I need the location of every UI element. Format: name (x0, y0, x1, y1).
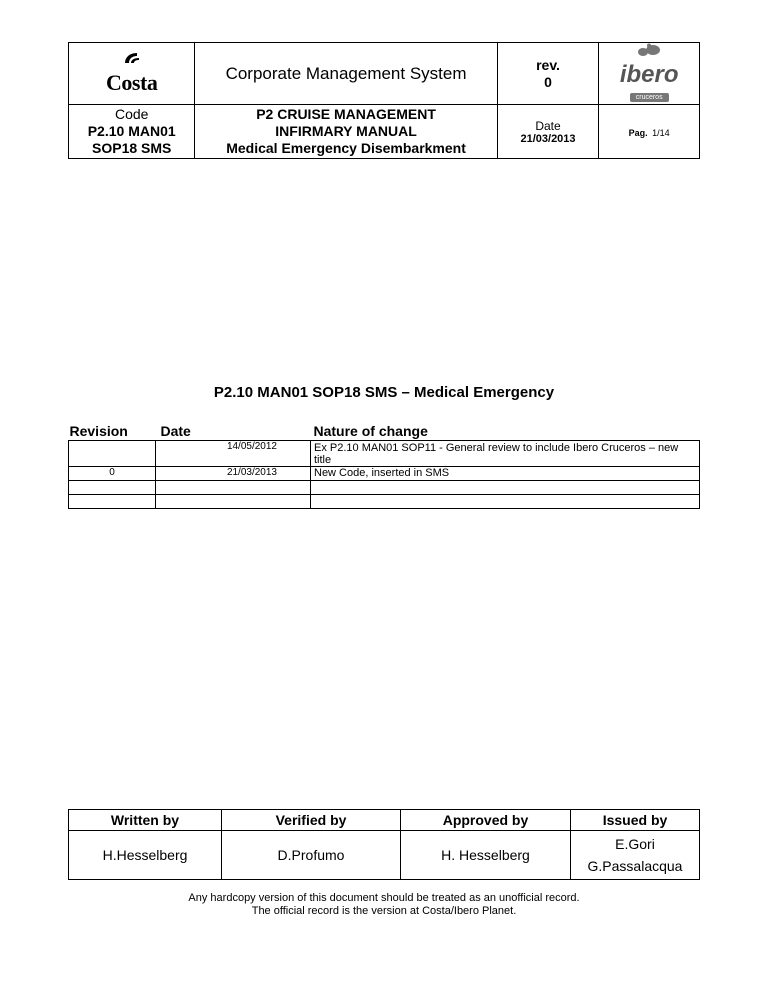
rev-value: 0 (544, 73, 552, 90)
ibero-leaf-icon (634, 43, 664, 59)
document-title: P2.10 MAN01 SOP18 SMS – Medical Emergency (213, 384, 555, 401)
nature-header: Nature of change (311, 419, 700, 441)
date-header: Date (156, 419, 311, 441)
footer-line-1: Any hardcopy version of this document should be treated as an unofficial record. (188, 892, 580, 904)
rev-label: rev. (536, 56, 560, 73)
document-header (68, 42, 700, 159)
nature-cell (311, 481, 700, 495)
date-cell (497, 105, 599, 159)
date-cell: 14/05/2012 (156, 441, 311, 467)
date-cell (156, 495, 311, 509)
date-value: 21/03/2013 (520, 132, 576, 145)
revision-header: Revision (69, 419, 156, 441)
table-row (69, 481, 700, 495)
ibero-logo-subtext: cruceros (630, 93, 669, 102)
revision-header-row (69, 419, 700, 441)
table-row (69, 467, 700, 481)
date-cell (156, 481, 311, 495)
nature-cell: New Code, inserted in SMS (311, 467, 700, 481)
costa-logo-cell (69, 43, 195, 105)
table-row (69, 441, 700, 467)
section-line1: P2 CRUISE MANAGEMENT (256, 106, 436, 122)
issued-by-value (571, 831, 700, 880)
code-line1: P2.10 MAN01 (87, 123, 176, 139)
revision-cell (497, 43, 599, 105)
page-cell (599, 105, 700, 159)
ibero-logo-cell (599, 43, 700, 105)
footer-line-2: The official record is the version at Costa/Ibero Planet. (251, 905, 517, 917)
date-cell: 21/03/2013 (156, 467, 311, 481)
revision-cell (69, 481, 156, 495)
costa-logo-text: Costa (106, 70, 158, 95)
system-title: Corporate Management System (195, 43, 497, 105)
ibero-logo (620, 43, 679, 103)
revision-cell: 0 (69, 467, 156, 481)
page-label: Pag. (628, 127, 648, 138)
nature-cell (311, 495, 700, 509)
ibero-logo-text: ibero (619, 61, 679, 88)
costa-logo (106, 51, 157, 96)
signoff-values-row (69, 831, 700, 880)
section-line3: Medical Emergency Disembarkment (226, 140, 466, 156)
footer-note (0, 892, 768, 918)
issued-by-name-1: E.Gori (615, 836, 655, 852)
code-line2: SOP18 SMS (92, 140, 172, 156)
revision-cell (69, 441, 156, 467)
written-by-value: H.Hesselberg (69, 831, 222, 880)
table-row (69, 495, 700, 509)
signoff-table (68, 809, 700, 880)
section-line2: INFIRMARY MANUAL (275, 123, 417, 139)
page-value: 1/14 (652, 127, 670, 138)
issued-by-name-2: G.Passalacqua (587, 858, 683, 874)
revision-table (68, 419, 700, 509)
verified-by-header: Verified by (222, 810, 401, 831)
approved-by-value: H. Hesselberg (401, 831, 571, 880)
signoff-header-row (69, 810, 700, 831)
issued-by-header: Issued by (571, 810, 700, 831)
written-by-header: Written by (69, 810, 222, 831)
revision-cell (69, 495, 156, 509)
approved-by-header: Approved by (401, 810, 571, 831)
code-label: Code (114, 106, 149, 122)
date-label: Date (535, 118, 561, 133)
section-cell (195, 105, 497, 159)
code-cell (69, 105, 195, 159)
nature-cell: Ex P2.10 MAN01 SOP11 - General review to include Ibero Cruceros – new title (311, 441, 700, 467)
verified-by-value: D.Profumo (222, 831, 401, 880)
costa-funnel-icon (121, 51, 143, 65)
